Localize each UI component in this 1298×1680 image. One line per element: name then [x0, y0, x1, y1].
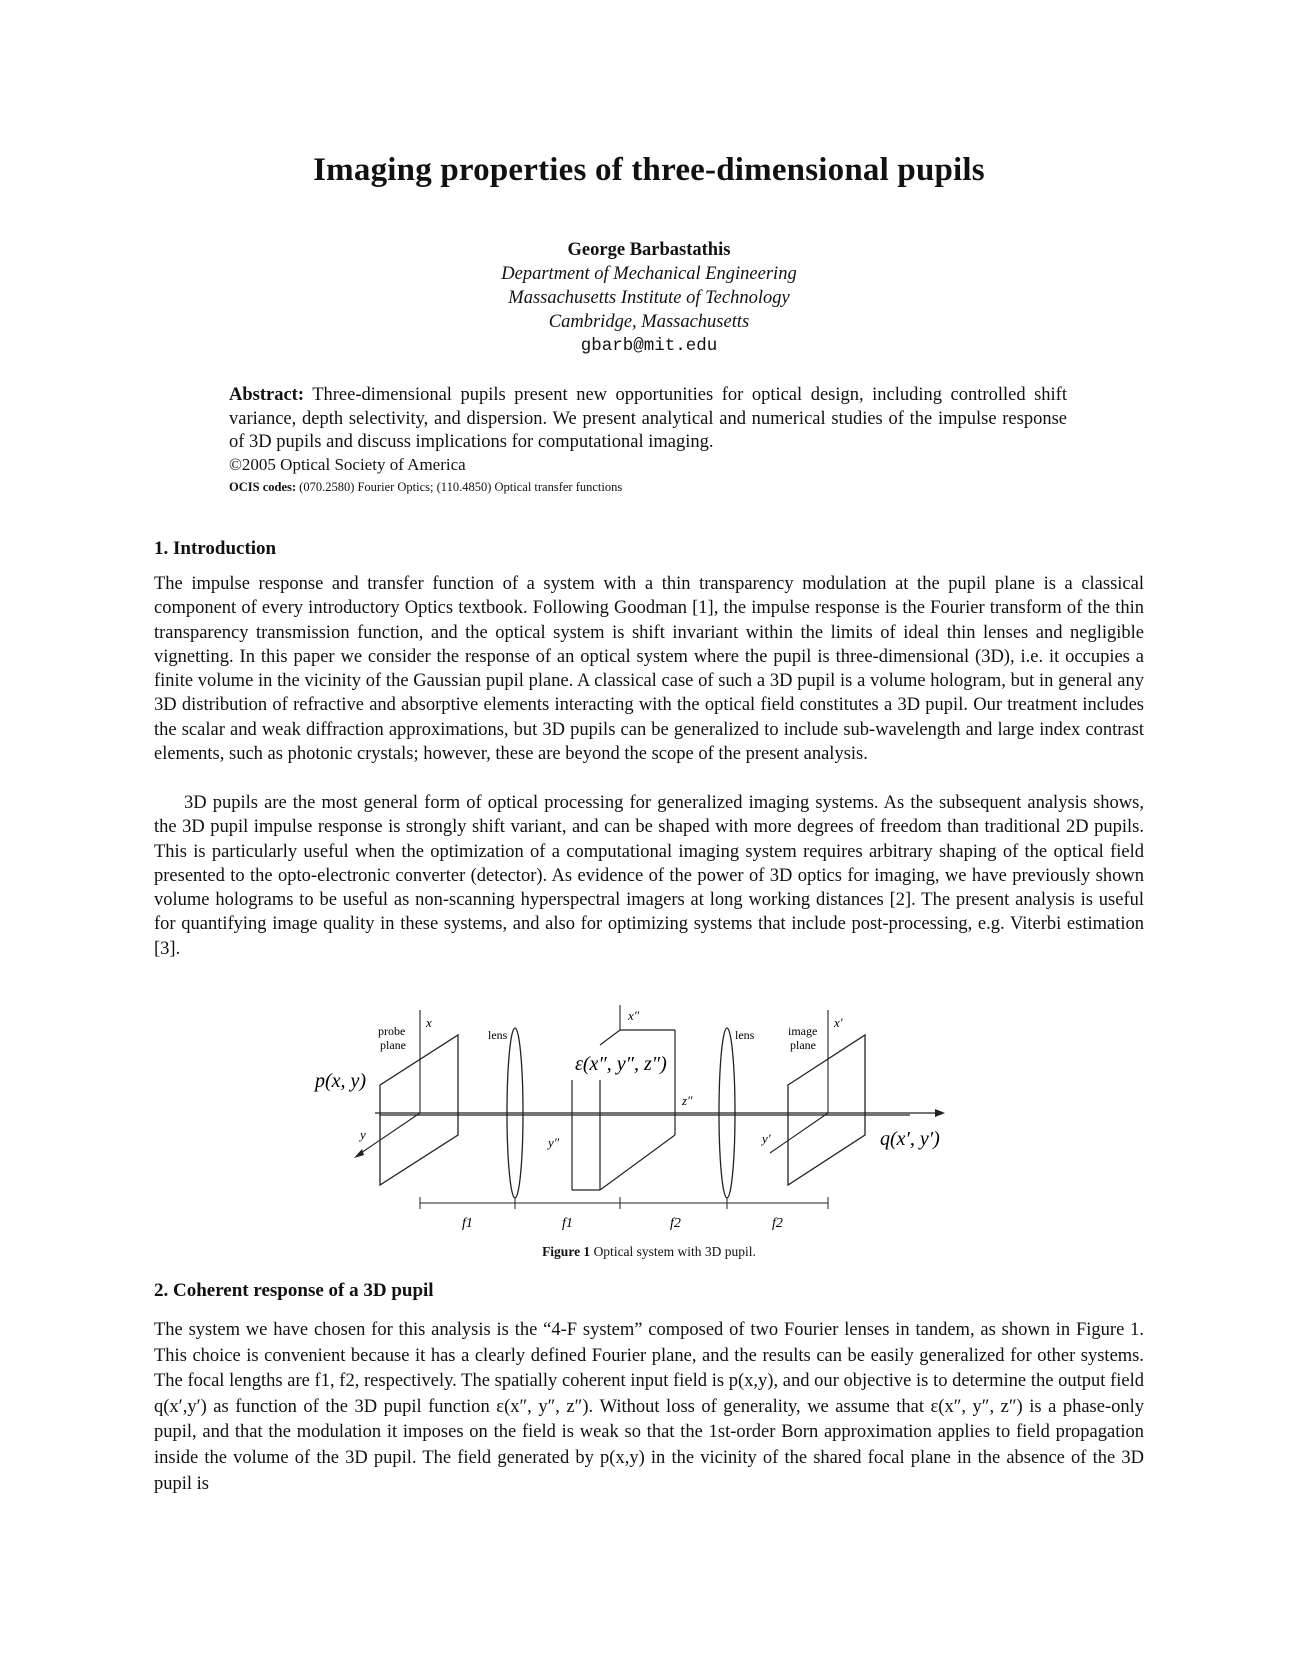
intro-paragraph-1: The impulse response and transfer function of a system with a thin transparency modulation at the pupil plane is a classical component of every introductory Optics textbook. Following Goodman [1], the impulse response is the Fourier transform of the thin transparency transmission function, and the optical system is shift invariant within the limits of ideal thin lenses and negligible vignetting. In this paper we consider the response of an optical system where the pupil is three-dimensional (3D), i.e. it occupies a finite volume in the vicinity of the Gaussian pupil plane. A classical case of such a 3D pupil is a volume hologram, but in general any 3D distribution of refractive and absorptive elements interacting with the optical field constitutes a 3D pupil. Our treatment includes the scalar and weak diffraction approximations, but 3D pupils can be generalized to include sub-wavelength and large index contrast elements, such as photonic crystals; however, these are beyond the scope of the present analysis.	[154, 574, 1144, 765]
label-xp: x′	[834, 1015, 843, 1030]
label-pupil-function: ε(x″, y″, z″)	[575, 1053, 667, 1075]
ocis-codes	[229, 480, 622, 495]
ocis-label: OCIS codes:	[229, 480, 297, 494]
figure-caption	[0, 1244, 1298, 1260]
paper-title: Imaging properties of three-dimensional pupils	[313, 152, 985, 188]
label-output-field: q(x′, y′)	[880, 1128, 940, 1150]
label-f2-b: f2	[772, 1216, 783, 1231]
label-lens-2: lens	[735, 1028, 755, 1042]
caption-label: Figure 1	[542, 1244, 591, 1259]
label-f2-a: f2	[670, 1216, 681, 1231]
label-image-plane-2: plane	[790, 1038, 816, 1052]
label-probe-plane-2: plane	[380, 1038, 406, 1052]
label-yp: y′	[762, 1131, 771, 1146]
label-xpp: x″	[628, 1008, 640, 1023]
author-block	[0, 238, 1298, 358]
affiliation-institute: Massachusetts Institute of Technology	[508, 288, 790, 308]
coherent-response-paragraph: The system we have chosen for this analysis is the “4-F system” composed of two Fourier lenses in tandem, as shown in Figure 1. This choice is convenient because it has a clearly defined Fourier plane, and the results can be easily generalized for other systems. The focal lengths are f1, f2, respectively. The spatially coherent input field is p(x,y), and our objective is to determine the output field q(x′,y′) as function of the 3D pupil function ε(x″, y″, z″). Without loss of generality, we assume that ε(x″, y″, z″) is a phase-only pupil, and that the modulation it imposes on the field is weak so that the 1st-order Born approximation applies to field propagation inside the volume of the 3D pupil. The field generated by p(x,y) in the vicinity of the shared focal plane in the absence of the 3D pupil is	[154, 1320, 1144, 1494]
label-probe-plane-1: probe	[378, 1024, 406, 1038]
intro-paragraph-2: 3D pupils are the most general form of optical processing for generalized imaging systems. As the subsequent analysis shows, the 3D pupil impulse response is strongly shift variant, and can be shaped with more degrees of freedom than traditional 2D pupils. This is particularly useful when the optimization of a computational imaging system requires arbitrary shaping of the optical field presented to the opto-electronic converter (detector). As evidence of the power of 3D optics for imaging, we have previously shown volume holograms to be useful as non-scanning hyperspectral imagers at long working distances [2]. The present analysis is useful for quantifying image quality in these systems, and also for optimizing systems that include post-processing, e.g. Viterbi estimation [3].	[154, 793, 1144, 959]
label-ypp: y″	[548, 1135, 560, 1150]
figure-optical-system	[300, 995, 1000, 1240]
ocis-text: (070.2580) Fourier Optics; (110.4850) Optical transfer functions	[299, 480, 623, 494]
label-f1-a: f1	[462, 1216, 473, 1231]
abstract-text: Three-dimensional pupils present new opportunities for optical design, including controlled shift variance, depth selectivity, and dispersion. We present analytical and numerical studies of the impulse response of 3D pupils and discuss implications for computational imaging.	[229, 385, 1067, 452]
caption-text: Optical system with 3D pupil.	[593, 1244, 756, 1259]
affiliation-department: Department of Mechanical Engineering	[501, 264, 797, 284]
label-image-plane-1: image	[788, 1024, 818, 1038]
affiliation-location: Cambridge, Massachusetts	[548, 312, 750, 332]
image-plane	[788, 1035, 865, 1185]
probe-plane	[380, 1035, 458, 1185]
label-x: x	[426, 1015, 432, 1030]
label-y: y	[360, 1127, 366, 1142]
pupil-volume	[572, 1005, 675, 1190]
section-heading-introduction: 1. Introduction	[154, 538, 277, 559]
copyright: ©2005 Optical Society of America	[229, 455, 466, 474]
focal-distance-ruler	[420, 1197, 828, 1209]
abstract-label: Abstract:	[229, 385, 305, 405]
label-input-field: p(x, y)	[315, 1070, 367, 1092]
label-zpp: z″	[682, 1093, 693, 1108]
label-f1-b: f1	[562, 1216, 573, 1231]
label-lens-1: lens	[488, 1028, 508, 1042]
author-name: George Barbastathis	[567, 240, 731, 260]
abstract	[229, 384, 1067, 455]
author-email: gbarb@mit.edu	[580, 336, 718, 356]
section-heading-coherent-response: 2. Coherent response of a 3D pupil	[154, 1280, 434, 1301]
